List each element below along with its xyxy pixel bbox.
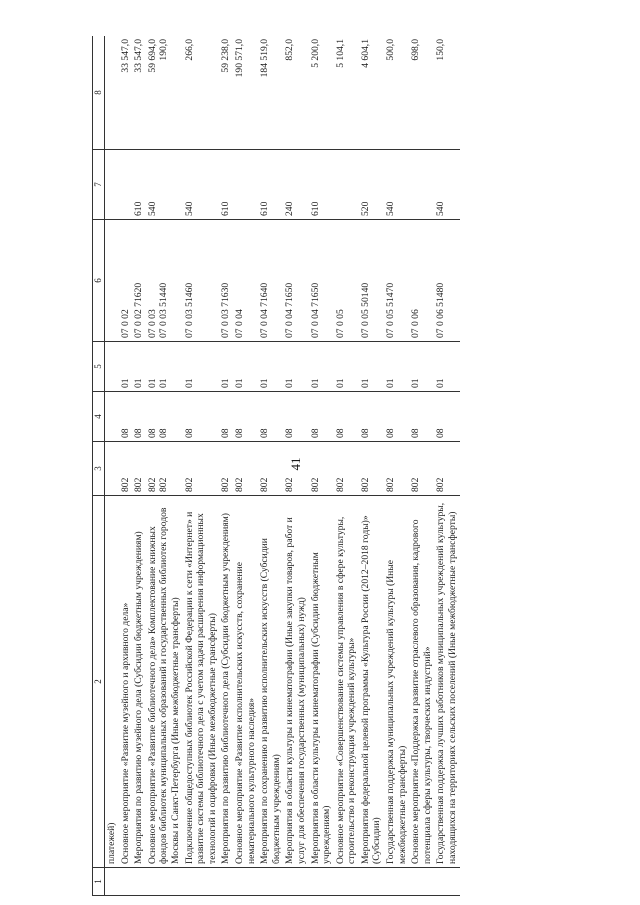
cell-amount: 150,0 [434,36,459,150]
column-number: 7 [93,150,105,220]
cell-subsection-line: 01 [146,378,158,388]
cell-ministry-code: 802 [132,442,146,496]
table-row [233,36,258,896]
column-number: 8 [93,36,105,150]
cell-section: 08 [409,392,434,442]
table-row [258,36,283,896]
cell-subsection: 01 [283,342,308,392]
table-row [105,36,119,896]
cell-expense-type: 540 [384,150,409,220]
cell-section: 08 [334,392,359,442]
cell-expense-type: 610 [258,150,283,220]
cell-subsection: 01 [384,342,409,392]
cell-expense-type: 610 [132,150,146,220]
cell-subsection: 01 [409,342,434,392]
cell-row-number [119,868,133,896]
cell-target-article: 07 0 06 51480 [434,220,459,342]
cell-row-number [233,868,258,896]
cell-target-article-line: 07 0 03 51440 [158,282,170,338]
budget-table-wrapper [92,36,592,896]
table-row [309,36,334,896]
page-number: 41 [288,457,303,471]
cell-target-article: 07 0 04 71640 [258,220,283,342]
cell-subsection-line: 01 [158,378,170,388]
cell-ministry-code: 802 [359,442,384,496]
cell-section [105,392,119,442]
cell-ministry-code [105,442,119,496]
cell-ministry-code [146,442,183,496]
cell-name: Основное мероприятие «Совершенствование системы управления в сфере культуры, строительство и реконструкция учреждений культуры» [334,496,359,868]
cell-expense-type [119,150,133,220]
cell-name: Основное мероприятие «Поддержка и развитие отраслевого образования, кадрового потенциала сферы культуры, творческих индустрий» [409,496,434,868]
cell-subsection: 01 [119,342,133,392]
table-row [434,36,459,896]
cell-name: Мероприятия по развитию музейного дела (Субсидии бюджетным учреждениям) [132,496,146,868]
cell-amount: 33 547,0 [132,36,146,150]
cell-ministry-code: 802 [384,442,409,496]
cell-target-article: 07 0 05 51470 [384,220,409,342]
table-row [183,36,220,896]
cell-row-number [219,868,233,896]
cell-expense-type [146,150,183,220]
column-number: 3 [93,442,105,496]
cell-amount: 852,0 [283,36,308,150]
cell-row-number [146,868,183,896]
column-number: 1 [93,868,105,896]
cell-row-number [132,868,146,896]
cell-amount [105,36,119,150]
cell-target-article [105,220,119,342]
cell-name: Государственная поддержка лучших работников муниципальных учреждений культуры, находящихся на территориях сельских поселений (Иные межбюджетные трансферты) [434,496,459,868]
cell-row-number [409,868,434,896]
cell-name: Мероприятия по сохранению и развитию исполнительских искусств (Субсидии бюджетным учреждениям) [258,496,283,868]
cell-name: платежей) [105,496,119,868]
cell-expense-type [233,150,258,220]
cell-target-article [146,220,183,342]
cell-row-number [334,868,359,896]
cell-target-article: 07 0 03 51460 [183,220,220,342]
cell-name: Мероприятия федеральной целевой программы «Культура России (2012–2018 годы)» (Субсидии) [359,496,384,868]
cell-name: Государственная поддержка муниципальных учреждений культуры (Иные межбюджетные трансферты) [384,496,409,868]
cell-row-number [359,868,384,896]
cell-name: Мероприятия в области культуры и кинематографии (Иные закупки товаров, работ и услуг для обеспечения государственных (муниципальных) нужд) [283,496,308,868]
cell-ministry-code: 802 [219,442,233,496]
cell-name: Основное мероприятие «Развитие музейного и архивного дела» [119,496,133,868]
cell-amount: 190 571,0 [233,36,258,150]
cell-amount: 33 547,0 [119,36,133,150]
cell-subsection: 01 [132,342,146,392]
cell-ministry-code: 802 [283,442,308,496]
cell-row-number [384,868,409,896]
column-number: 5 [93,342,105,392]
cell-ministry-code: 802 [119,442,133,496]
cell-subsection: 01 [219,342,233,392]
cell-row-number [258,868,283,896]
cell-row-number [309,868,334,896]
cell-expense-type: 540 [434,150,459,220]
cell-name: Основное мероприятие «Развитие библиотечного дела» Комплектование книжных фондов библиотек муниципальных образований и государственных библиотек городов Москвы и Санкт-Петербурга (Иные межбюджетные трансферты) [146,496,183,868]
cell-subsection: 01 [359,342,384,392]
table-row [283,36,308,896]
cell-target-article: 07 0 04 [233,220,258,342]
cell-target-article-line: 07 0 03 [146,309,158,338]
cell-expense-type: 520 [359,150,384,220]
cell-amount: 698,0 [409,36,434,150]
cell-ministry-code-line: 802 [158,477,170,492]
cell-section-line: 08 [158,428,170,438]
cell-expense-type: 610 [309,150,334,220]
cell-name: Основное мероприятие «Развитие исполнительских искусств, сохранение нематериального культурного наследия» [233,496,258,868]
cell-section-line: 08 [146,428,158,438]
table-row [219,36,233,896]
cell-section: 08 [384,392,409,442]
cell-subsection: 01 [434,342,459,392]
table-row [359,36,384,896]
cell-section: 08 [219,392,233,442]
table-row [409,36,434,896]
cell-row-number [283,868,308,896]
table-row [146,36,183,896]
cell-expense-type [334,150,359,220]
cell-subsection [146,342,183,392]
cell-amount: 4 604,1 [359,36,384,150]
budget-table [92,36,460,896]
cell-name: Мероприятия по развитию библиотечного дела (Субсидии бюджетным учреждениям) [219,496,233,868]
cell-amount [146,36,183,150]
cell-subsection: 01 [183,342,220,392]
cell-row-number [183,868,220,896]
cell-section: 08 [183,392,220,442]
cell-expense-type-line: 540 [146,201,158,216]
cell-section: 08 [309,392,334,442]
cell-amount-line: 190,0 [158,39,170,61]
cell-amount: 184 519,0 [258,36,283,150]
cell-subsection: 01 [334,342,359,392]
cell-section: 08 [258,392,283,442]
cell-amount: 266,0 [183,36,220,150]
cell-target-article: 07 0 05 [334,220,359,342]
cell-ministry-code: 802 [233,442,258,496]
cell-ministry-code: 802 [409,442,434,496]
cell-amount: 5 104,1 [334,36,359,150]
cell-section: 08 [283,392,308,442]
column-number: 6 [93,220,105,342]
column-number: 2 [93,496,105,868]
cell-subsection: 01 [309,342,334,392]
column-number-row [93,36,105,896]
cell-subsection: 01 [258,342,283,392]
cell-section: 08 [434,392,459,442]
cell-expense-type: 240 [283,150,308,220]
cell-section: 08 [233,392,258,442]
cell-ministry-code-line: 802 [146,477,158,492]
cell-section: 08 [132,392,146,442]
cell-ministry-code: 802 [309,442,334,496]
cell-target-article: 07 0 03 71630 [219,220,233,342]
rotated-page [92,36,592,896]
cell-amount: 500,0 [384,36,409,150]
table-row [384,36,409,896]
cell-target-article: 07 0 04 71650 [283,220,308,342]
cell-ministry-code: 802 [434,442,459,496]
cell-amount-line: 59 694,0 [146,39,158,73]
cell-target-article: 07 0 04 71650 [309,220,334,342]
cell-row-number [434,868,459,896]
table-row [334,36,359,896]
cell-target-article: 07 0 02 71620 [132,220,146,342]
cell-target-article: 07 0 06 [409,220,434,342]
cell-amount: 59 238,0 [219,36,233,150]
cell-subsection: 01 [233,342,258,392]
cell-subsection [105,342,119,392]
table-row [132,36,146,896]
cell-target-article: 07 0 05 50140 [359,220,384,342]
cell-ministry-code: 802 [183,442,220,496]
cell-ministry-code: 802 [258,442,283,496]
cell-section: 08 [119,392,133,442]
column-number: 4 [93,392,105,442]
cell-ministry-code: 802 [334,442,359,496]
cell-target-article: 07 0 02 [119,220,133,342]
cell-row-number [105,868,119,896]
table-row [119,36,133,896]
cell-expense-type: 540 [183,150,220,220]
cell-name: Подключение общедоступных библиотек Российской Федерации к сети «Интернет» и развитие системы библиотечного дела с учетом задачи расширения информационных технологий и оцифровки (Иные межбюджетные трансферты) [183,496,220,868]
cell-section: 08 [359,392,384,442]
cell-name: Мероприятия в области культуры и кинематографии (Субсидии бюджетным учреждениям) [309,496,334,868]
cell-section [146,392,183,442]
cell-expense-type [105,150,119,220]
cell-expense-type: 610 [219,150,233,220]
cell-expense-type [409,150,434,220]
table-body [105,36,460,896]
cell-amount: 5 200,0 [309,36,334,150]
